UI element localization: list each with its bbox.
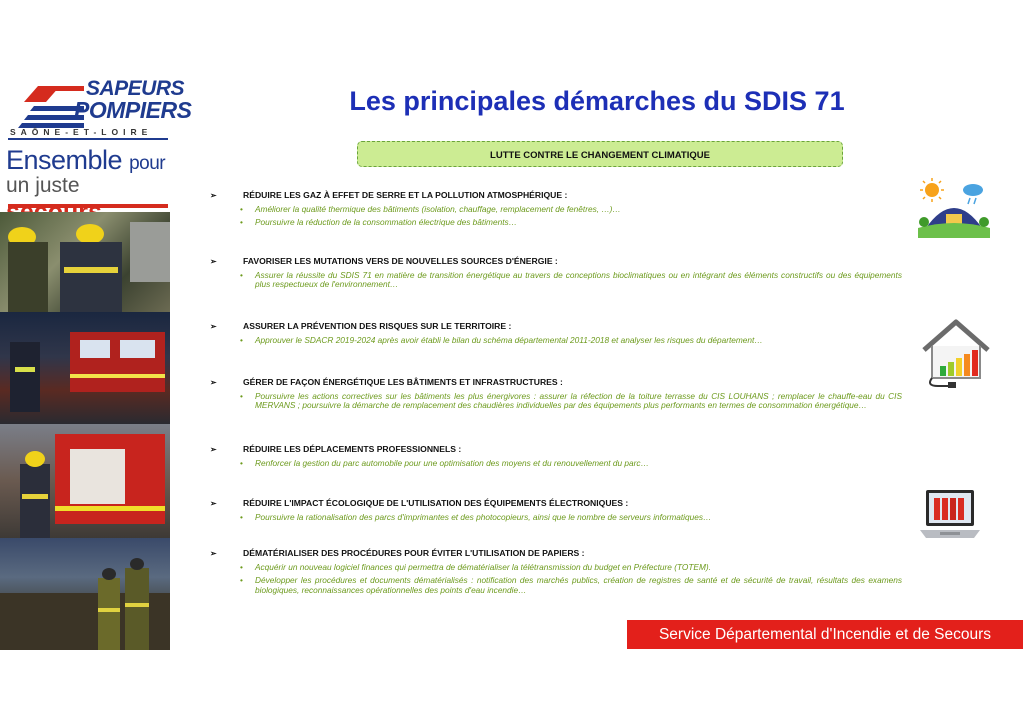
list-item: • Poursuivre la réduction de la consommation électrique des bâtiments… — [210, 218, 902, 227]
list-item: • Acquérir un nouveau logiciel finances qui permettra de dématérialiser la télétransmission du budget en Préfecture (TOTEM). — [210, 563, 902, 572]
photo-firefighters-rescue-art — [0, 212, 170, 312]
list-item: • Poursuivre les actions correctives sur les bâtiments les plus énergivores : assurer la réfection de la toiture terrasse du CIS LOUHANS ; remplacer le chauffe-eau du CIS MERVANS ; poursuivre la démarche de remplacement des chaudières individuelles par des équipements plus performants en termes de consommation énergétique… — [210, 392, 902, 411]
photo-forest-fire-crew-art — [0, 538, 170, 650]
section-title-text: GÉRER DE FAÇON ÉNERGÉTIQUE LES BÂTIMENTS ET INFRASTRUCTURES : — [243, 377, 563, 387]
logo-sapeurs: SAPEURS — [86, 77, 185, 100]
photo-forest-fire-crew — [0, 538, 170, 650]
arrow-bullet-icon: ➢ — [210, 445, 217, 454]
laptop-folders-icon — [918, 486, 982, 546]
sdis71-logo — [6, 77, 192, 212]
arrow-bullet-icon: ➢ — [210, 499, 217, 508]
section-ges — [210, 190, 902, 232]
section-title — [210, 256, 902, 267]
section-buildings — [210, 377, 902, 415]
logo-pompiers: POMPIERS — [74, 97, 192, 123]
logo-red-bar — [8, 204, 168, 208]
theme-banner: LUTTE CONTRE LE CHANGEMENT CLIMATIQUE — [357, 141, 843, 167]
photo-fire-truck-night — [0, 312, 170, 424]
list-item: • Approuver le SDACR 2019-2024 après avoir établi le bilan du schéma départemental 2011-2018 et analyser les risques du département… — [210, 336, 902, 345]
section-title-text: FAVORISER LES MUTATIONS VERS DE NOUVELLES SOURCES D'ÉNERGIE : — [243, 256, 558, 266]
logo-tagline-juste: un juste — [6, 174, 80, 197]
section-dematerialisation — [210, 548, 902, 599]
section-title — [210, 377, 902, 388]
arrow-bullet-icon: ➢ — [210, 257, 217, 266]
list-item: • Développer les procédures et documents dématérialisés : notification des marchés publics, création de registres de santé et de sécurité de travail, résultats des examens biologiques, reconnaissances opérationnelles des points d'eau incendie… — [210, 576, 902, 595]
logo-tagline-ensemble: Ensemble — [6, 145, 123, 175]
arrow-bullet-icon: ➢ — [210, 322, 217, 331]
logo-tagline-pour: pour — [129, 153, 166, 174]
list-item: • Renforcer la gestion du parc automobile pour une optimisation des moyens et du renouvellement du parc… — [210, 459, 902, 468]
list-item: • Assurer la réussite du SDIS 71 en matière de transition énergétique au travers de conceptions bioclimatiques ou en intégrant des éléments constructifs ou des équipements plus respectueux de l'environnement… — [210, 271, 902, 290]
energy-efficiency-house-icon — [918, 316, 994, 388]
logo-region: SAÔNE-ET-LOIRE — [10, 127, 153, 137]
page-title: Les principales démarches du SDIS 71 — [349, 86, 845, 116]
logo-divider — [8, 138, 168, 140]
photo-ambulance-crew — [0, 424, 170, 538]
photo-firefighters-rescue — [0, 212, 170, 312]
section-electronics — [210, 498, 902, 526]
section-energy-sources — [210, 256, 902, 294]
section-title-text: RÉDUIRE LES DÉPLACEMENTS PROFESSIONNELS : — [243, 444, 462, 454]
section-title — [210, 190, 902, 201]
arrow-bullet-icon: ➢ — [210, 549, 217, 558]
photo-fire-truck-night-art — [0, 312, 170, 424]
section-title — [210, 548, 902, 559]
eco-house-sun-icon — [916, 178, 992, 240]
section-travel — [210, 444, 902, 472]
section-title — [210, 321, 902, 332]
section-risk-prevention — [210, 321, 902, 349]
section-title-text: ASSURER LA PRÉVENTION DES RISQUES SUR LE TERRITOIRE : — [243, 321, 512, 331]
arrow-bullet-icon: ➢ — [210, 378, 217, 387]
section-title — [210, 444, 902, 455]
footer-organization-label: Service Départemental d'Incendie et de Secours — [627, 620, 1023, 649]
section-title-text: RÉDUIRE L'IMPACT ÉCOLOGIQUE DE L'UTILISATION DES ÉQUIPEMENTS ÉLECTRONIQUES : — [243, 498, 629, 508]
section-title-text: DÉMATÉRIALISER DES PROCÉDURES POUR ÉVITER L'UTILISATION DE PAPIERS : — [243, 548, 585, 558]
arrow-bullet-icon: ➢ — [210, 191, 217, 200]
section-title-text: RÉDUIRE LES GAZ À EFFET DE SERRE ET LA POLLUTION ATMOSPHÉRIQUE : — [243, 190, 568, 200]
photo-ambulance-crew-art — [0, 424, 170, 538]
list-item: • Améliorer la qualité thermique des bâtiments (isolation, chauffage, remplacement de fenêtres, …)… — [210, 205, 902, 214]
section-title — [210, 498, 902, 509]
list-item: • Poursuivre la rationalisation des parcs d'imprimantes et des photocopieurs, ainsi que le nombre de serveurs informatiques… — [210, 513, 902, 522]
